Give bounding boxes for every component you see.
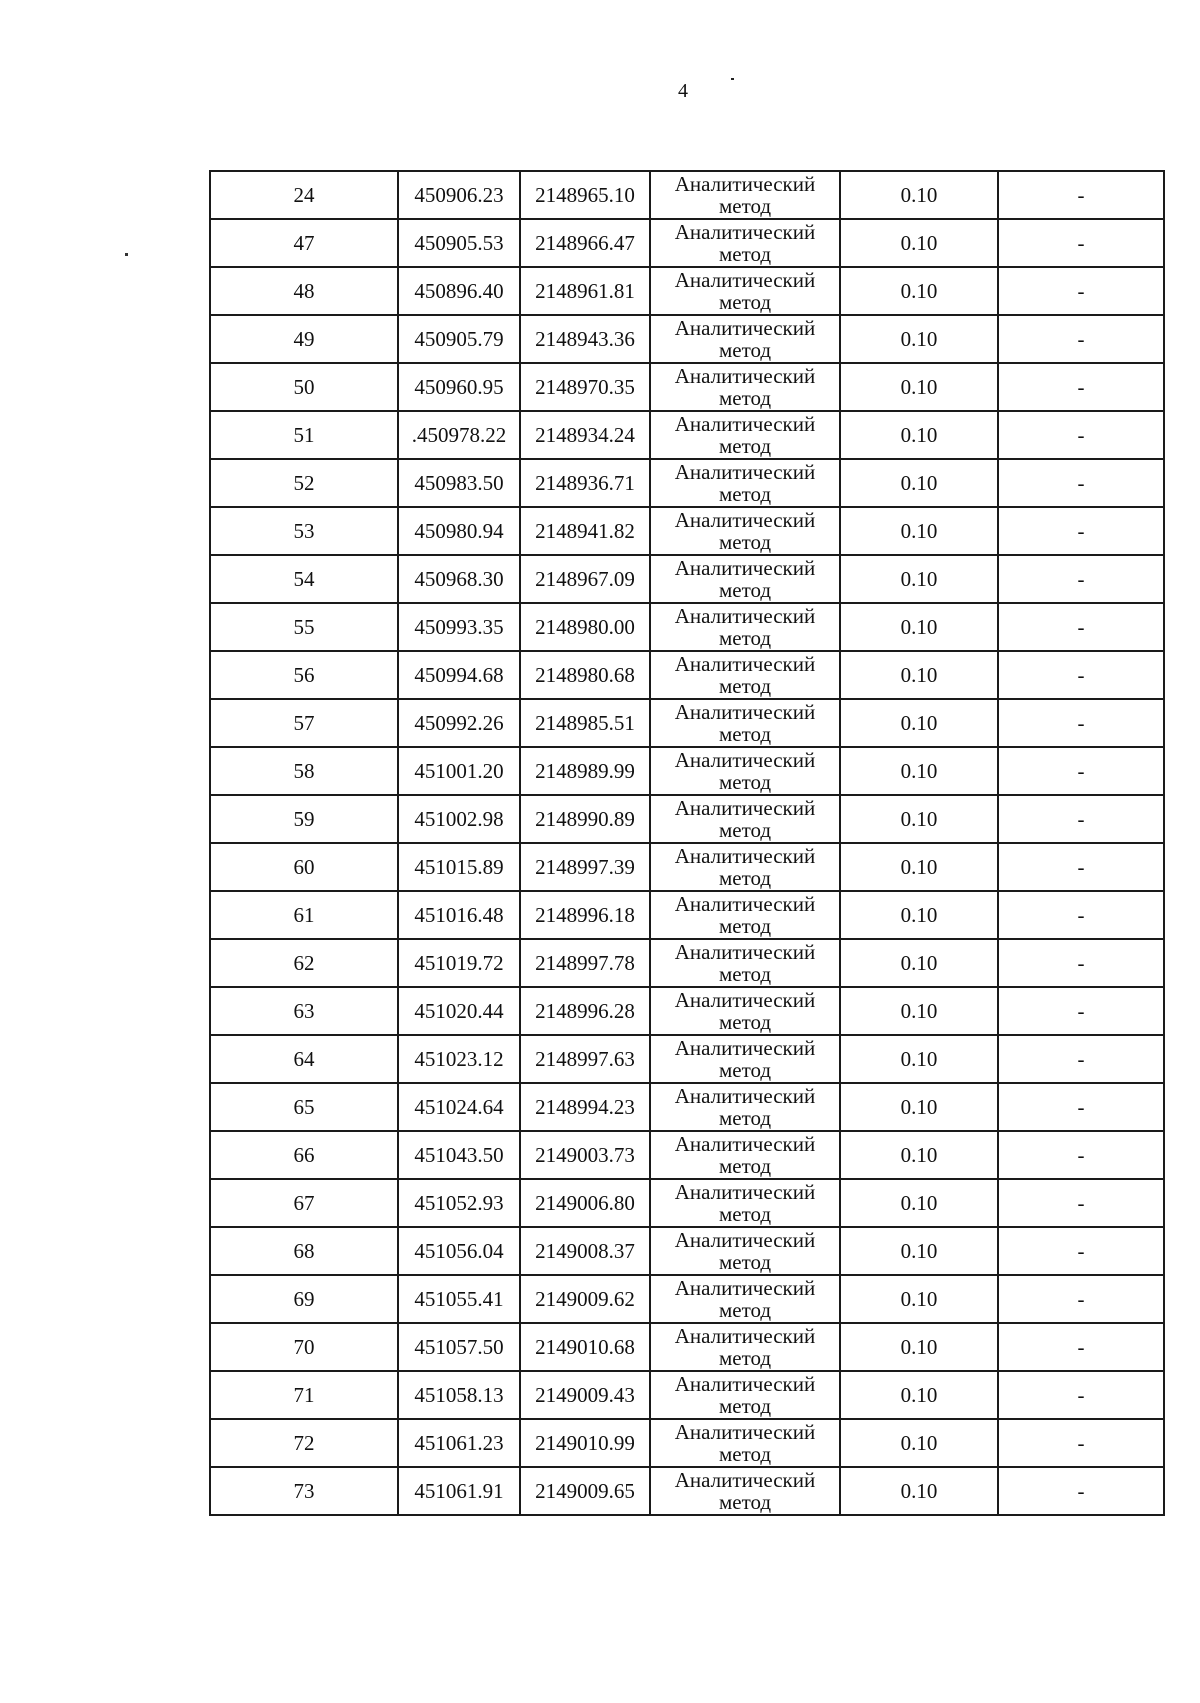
y-coordinate-cell: 2148943.36 <box>520 315 650 363</box>
accuracy-cell: 0.10 <box>840 1083 998 1131</box>
point-number-cell: 51 <box>210 411 398 459</box>
x-coordinate-cell: 451023.12 <box>398 1035 520 1083</box>
y-coordinate-cell: 2149009.65 <box>520 1467 650 1515</box>
table-row <box>210 699 1164 747</box>
method-cell <box>650 1419 840 1467</box>
x-coordinate-cell: 450960.95 <box>398 363 520 411</box>
y-coordinate-cell: 2148990.89 <box>520 795 650 843</box>
table-row <box>210 363 1164 411</box>
x-coordinate-cell: 450906.23 <box>398 171 520 219</box>
method-cell <box>650 795 840 843</box>
method-label-line1: Аналитический <box>674 1324 816 1348</box>
table-row <box>210 459 1164 507</box>
point-number-cell: 49 <box>210 315 398 363</box>
accuracy-cell: 0.10 <box>840 795 998 843</box>
method-label-line1: Аналитический <box>674 172 816 196</box>
table-row <box>210 891 1164 939</box>
table-row <box>210 555 1164 603</box>
table-row <box>210 1371 1164 1419</box>
method-label-line2: метод <box>718 290 772 314</box>
point-number-cell: 70 <box>210 1323 398 1371</box>
x-coordinate-cell: 451055.41 <box>398 1275 520 1323</box>
note-cell: - <box>998 1419 1164 1467</box>
method-cell <box>650 1035 840 1083</box>
y-coordinate-cell: 2148980.00 <box>520 603 650 651</box>
method-label-line1: Аналитический <box>674 220 816 244</box>
point-number-cell: 61 <box>210 891 398 939</box>
note-cell: - <box>998 219 1164 267</box>
method-cell <box>650 1323 840 1371</box>
y-coordinate-cell: 2148985.51 <box>520 699 650 747</box>
method-label-line2: метод <box>718 722 772 746</box>
accuracy-cell: 0.10 <box>840 1227 998 1275</box>
method-label-line2: метод <box>718 1394 772 1418</box>
x-coordinate-cell: 451061.23 <box>398 1419 520 1467</box>
y-coordinate-cell: 2148970.35 <box>520 363 650 411</box>
method-label-line1: Аналитический <box>674 940 816 964</box>
y-coordinate-cell: 2148967.09 <box>520 555 650 603</box>
table-row <box>210 267 1164 315</box>
note-cell: - <box>998 1275 1164 1323</box>
method-cell <box>650 651 840 699</box>
scan-speck <box>125 253 128 256</box>
note-cell: - <box>998 1227 1164 1275</box>
note-cell: - <box>998 459 1164 507</box>
x-coordinate-cell: 451058.13 <box>398 1371 520 1419</box>
method-cell <box>650 1227 840 1275</box>
method-cell <box>650 1467 840 1515</box>
method-cell <box>650 315 840 363</box>
method-cell <box>650 459 840 507</box>
point-number-cell: 65 <box>210 1083 398 1131</box>
y-coordinate-cell: 2149006.80 <box>520 1179 650 1227</box>
accuracy-cell: 0.10 <box>840 1323 998 1371</box>
point-number-cell: 71 <box>210 1371 398 1419</box>
method-label-line2: метод <box>718 1442 772 1466</box>
accuracy-cell: 0.10 <box>840 1035 998 1083</box>
method-label-line2: метод <box>718 386 772 410</box>
accuracy-cell: 0.10 <box>840 699 998 747</box>
method-label-line2: метод <box>718 242 772 266</box>
method-label-line2: метод <box>718 674 772 698</box>
y-coordinate-cell: 2149008.37 <box>520 1227 650 1275</box>
method-label-line2: метод <box>718 578 772 602</box>
table-row <box>210 939 1164 987</box>
x-coordinate-cell: 450993.35 <box>398 603 520 651</box>
point-number-cell: 67 <box>210 1179 398 1227</box>
y-coordinate-cell: 2148996.18 <box>520 891 650 939</box>
accuracy-cell: 0.10 <box>840 171 998 219</box>
note-cell: - <box>998 747 1164 795</box>
method-label-line1: Аналитический <box>674 268 816 292</box>
accuracy-cell: 0.10 <box>840 219 998 267</box>
table-row <box>210 1179 1164 1227</box>
point-number-cell: 47 <box>210 219 398 267</box>
page-number: 4 <box>678 80 688 102</box>
x-coordinate-cell: 450905.79 <box>398 315 520 363</box>
point-number-cell: 62 <box>210 939 398 987</box>
point-number-cell: 63 <box>210 987 398 1035</box>
method-label-line1: Аналитический <box>674 1084 816 1108</box>
accuracy-cell: 0.10 <box>840 315 998 363</box>
table-row <box>210 411 1164 459</box>
x-coordinate-cell: 451024.64 <box>398 1083 520 1131</box>
x-coordinate-cell: 451020.44 <box>398 987 520 1035</box>
method-label-line1: Аналитический <box>674 412 816 436</box>
y-coordinate-cell: 2148965.10 <box>520 171 650 219</box>
method-cell <box>650 411 840 459</box>
accuracy-cell: 0.10 <box>840 843 998 891</box>
x-coordinate-cell: 450994.68 <box>398 651 520 699</box>
y-coordinate-cell: 2148997.39 <box>520 843 650 891</box>
method-label-line1: Аналитический <box>674 604 816 628</box>
x-coordinate-cell: 451052.93 <box>398 1179 520 1227</box>
x-coordinate-cell: 450983.50 <box>398 459 520 507</box>
method-label-line1: Аналитический <box>674 508 816 532</box>
table-row <box>210 987 1164 1035</box>
method-cell <box>650 699 840 747</box>
note-cell: - <box>998 795 1164 843</box>
table-row <box>210 747 1164 795</box>
accuracy-cell: 0.10 <box>840 267 998 315</box>
method-label-line2: метод <box>718 194 772 218</box>
point-number-cell: 72 <box>210 1419 398 1467</box>
table-row <box>210 1275 1164 1323</box>
method-label-line2: метод <box>718 1490 772 1514</box>
point-number-cell: 50 <box>210 363 398 411</box>
note-cell: - <box>998 507 1164 555</box>
y-coordinate-cell: 2148936.71 <box>520 459 650 507</box>
scan-speck <box>731 78 734 80</box>
method-cell <box>650 891 840 939</box>
y-coordinate-cell: 2149009.43 <box>520 1371 650 1419</box>
table-row <box>210 1227 1164 1275</box>
point-number-cell: 73 <box>210 1467 398 1515</box>
table-row <box>210 507 1164 555</box>
method-label-line2: метод <box>718 626 772 650</box>
method-label-line2: метод <box>718 1058 772 1082</box>
method-cell <box>650 171 840 219</box>
point-number-cell: 69 <box>210 1275 398 1323</box>
note-cell: - <box>998 603 1164 651</box>
method-label-line1: Аналитический <box>674 796 816 820</box>
note-cell: - <box>998 267 1164 315</box>
point-number-cell: 24 <box>210 171 398 219</box>
method-label-line2: метод <box>718 530 772 554</box>
method-label-line1: Аналитический <box>674 316 816 340</box>
method-label-line2: метод <box>718 914 772 938</box>
method-label-line1: Аналитический <box>674 364 816 388</box>
y-coordinate-cell: 2148961.81 <box>520 267 650 315</box>
y-coordinate-cell: 2148934.24 <box>520 411 650 459</box>
x-coordinate-cell: 450968.30 <box>398 555 520 603</box>
accuracy-cell: 0.10 <box>840 891 998 939</box>
point-number-cell: 48 <box>210 267 398 315</box>
x-coordinate-cell: 451002.98 <box>398 795 520 843</box>
method-label-line1: Аналитический <box>674 1036 816 1060</box>
method-cell <box>650 939 840 987</box>
y-coordinate-cell: 2148989.99 <box>520 747 650 795</box>
x-coordinate-cell: 450992.26 <box>398 699 520 747</box>
method-cell <box>650 1371 840 1419</box>
method-cell <box>650 219 840 267</box>
method-label-line1: Аналитический <box>674 1276 816 1300</box>
accuracy-cell: 0.10 <box>840 1131 998 1179</box>
accuracy-cell: 0.10 <box>840 987 998 1035</box>
table-row <box>210 171 1164 219</box>
point-number-cell: 64 <box>210 1035 398 1083</box>
note-cell: - <box>998 363 1164 411</box>
point-number-cell: 56 <box>210 651 398 699</box>
table-row <box>210 795 1164 843</box>
y-coordinate-cell: 2149010.68 <box>520 1323 650 1371</box>
accuracy-cell: 0.10 <box>840 363 998 411</box>
note-cell: - <box>998 843 1164 891</box>
method-cell <box>650 555 840 603</box>
note-cell: - <box>998 1467 1164 1515</box>
method-label-line1: Аналитический <box>674 700 816 724</box>
y-coordinate-cell: 2149009.62 <box>520 1275 650 1323</box>
method-label-line2: метод <box>718 1202 772 1226</box>
point-number-cell: 55 <box>210 603 398 651</box>
method-cell <box>650 1179 840 1227</box>
y-coordinate-cell: 2148997.63 <box>520 1035 650 1083</box>
x-coordinate-cell: 451061.91 <box>398 1467 520 1515</box>
point-number-cell: 66 <box>210 1131 398 1179</box>
table-row <box>210 219 1164 267</box>
method-label-line1: Аналитический <box>674 1180 816 1204</box>
method-label-line1: Аналитический <box>674 892 816 916</box>
table-row <box>210 651 1164 699</box>
accuracy-cell: 0.10 <box>840 555 998 603</box>
method-label-line2: метод <box>718 962 772 986</box>
x-coordinate-cell: 451016.48 <box>398 891 520 939</box>
y-coordinate-cell: 2148994.23 <box>520 1083 650 1131</box>
method-label-line2: метод <box>718 1154 772 1178</box>
y-coordinate-cell: 2148966.47 <box>520 219 650 267</box>
method-label-line1: Аналитический <box>674 1468 816 1492</box>
accuracy-cell: 0.10 <box>840 411 998 459</box>
accuracy-cell: 0.10 <box>840 1275 998 1323</box>
method-label-line2: метод <box>718 482 772 506</box>
point-number-cell: 53 <box>210 507 398 555</box>
note-cell: - <box>998 555 1164 603</box>
method-label-line2: метод <box>718 434 772 458</box>
method-cell <box>650 1275 840 1323</box>
method-label-line1: Аналитический <box>674 1372 816 1396</box>
method-cell <box>650 363 840 411</box>
x-coordinate-cell: 451001.20 <box>398 747 520 795</box>
point-number-cell: 54 <box>210 555 398 603</box>
table-row <box>210 843 1164 891</box>
table-row <box>210 1419 1164 1467</box>
accuracy-cell: 0.10 <box>840 651 998 699</box>
x-coordinate-cell: 450980.94 <box>398 507 520 555</box>
note-cell: - <box>998 1083 1164 1131</box>
method-label-line1: Аналитический <box>674 844 816 868</box>
note-cell: - <box>998 699 1164 747</box>
method-label-line1: Аналитический <box>674 460 816 484</box>
y-coordinate-cell: 2149010.99 <box>520 1419 650 1467</box>
y-coordinate-cell: 2148997.78 <box>520 939 650 987</box>
table-row <box>210 1035 1164 1083</box>
method-label-line2: метод <box>718 866 772 890</box>
x-coordinate-cell: 450905.53 <box>398 219 520 267</box>
method-label-line2: метод <box>718 1106 772 1130</box>
x-coordinate-cell: 451056.04 <box>398 1227 520 1275</box>
accuracy-cell: 0.10 <box>840 1371 998 1419</box>
table-row <box>210 1323 1164 1371</box>
method-cell <box>650 1083 840 1131</box>
y-coordinate-cell: 2148996.28 <box>520 987 650 1035</box>
x-coordinate-cell: 451019.72 <box>398 939 520 987</box>
method-cell <box>650 843 840 891</box>
method-label-line2: метод <box>718 818 772 842</box>
y-coordinate-cell: 2149003.73 <box>520 1131 650 1179</box>
accuracy-cell: 0.10 <box>840 1467 998 1515</box>
accuracy-cell: 0.10 <box>840 747 998 795</box>
note-cell: - <box>998 1323 1164 1371</box>
point-number-cell: 57 <box>210 699 398 747</box>
point-number-cell: 58 <box>210 747 398 795</box>
method-cell <box>650 603 840 651</box>
note-cell: - <box>998 1371 1164 1419</box>
method-label-line1: Аналитический <box>674 1132 816 1156</box>
note-cell: - <box>998 651 1164 699</box>
method-label-line1: Аналитический <box>674 556 816 580</box>
note-cell: - <box>998 171 1164 219</box>
y-coordinate-cell: 2148980.68 <box>520 651 650 699</box>
note-cell: - <box>998 939 1164 987</box>
x-coordinate-cell: 450896.40 <box>398 267 520 315</box>
method-label-line2: метод <box>718 1346 772 1370</box>
method-cell <box>650 507 840 555</box>
note-cell: - <box>998 411 1164 459</box>
method-cell <box>650 987 840 1035</box>
point-number-cell: 60 <box>210 843 398 891</box>
method-cell <box>650 267 840 315</box>
accuracy-cell: 0.10 <box>840 603 998 651</box>
method-label-line2: метод <box>718 770 772 794</box>
accuracy-cell: 0.10 <box>840 507 998 555</box>
point-number-cell: 68 <box>210 1227 398 1275</box>
point-number-cell: 52 <box>210 459 398 507</box>
x-coordinate-cell: .450978.22 <box>398 411 520 459</box>
note-cell: - <box>998 1035 1164 1083</box>
method-label-line1: Аналитический <box>674 1228 816 1252</box>
accuracy-cell: 0.10 <box>840 939 998 987</box>
accuracy-cell: 0.10 <box>840 459 998 507</box>
x-coordinate-cell: 451015.89 <box>398 843 520 891</box>
accuracy-cell: 0.10 <box>840 1179 998 1227</box>
table-row <box>210 1131 1164 1179</box>
method-label-line1: Аналитический <box>674 748 816 772</box>
x-coordinate-cell: 451057.50 <box>398 1323 520 1371</box>
coordinates-table-body <box>210 171 1164 1515</box>
note-cell: - <box>998 987 1164 1035</box>
method-label-line1: Аналитический <box>674 1420 816 1444</box>
note-cell: - <box>998 891 1164 939</box>
table-row <box>210 315 1164 363</box>
table-row <box>210 603 1164 651</box>
note-cell: - <box>998 1131 1164 1179</box>
x-coordinate-cell: 451043.50 <box>398 1131 520 1179</box>
method-label-line1: Аналитический <box>674 988 816 1012</box>
method-label-line2: метод <box>718 1010 772 1034</box>
method-label-line1: Аналитический <box>674 652 816 676</box>
table-row <box>210 1083 1164 1131</box>
note-cell: - <box>998 1179 1164 1227</box>
y-coordinate-cell: 2148941.82 <box>520 507 650 555</box>
method-label-line2: метод <box>718 338 772 362</box>
method-cell <box>650 747 840 795</box>
coordinates-table <box>209 170 1165 1516</box>
accuracy-cell: 0.10 <box>840 1419 998 1467</box>
point-number-cell: 59 <box>210 795 398 843</box>
method-label-line2: метод <box>718 1298 772 1322</box>
method-cell <box>650 1131 840 1179</box>
table-row <box>210 1467 1164 1515</box>
note-cell: - <box>998 315 1164 363</box>
method-label-line2: метод <box>718 1250 772 1274</box>
